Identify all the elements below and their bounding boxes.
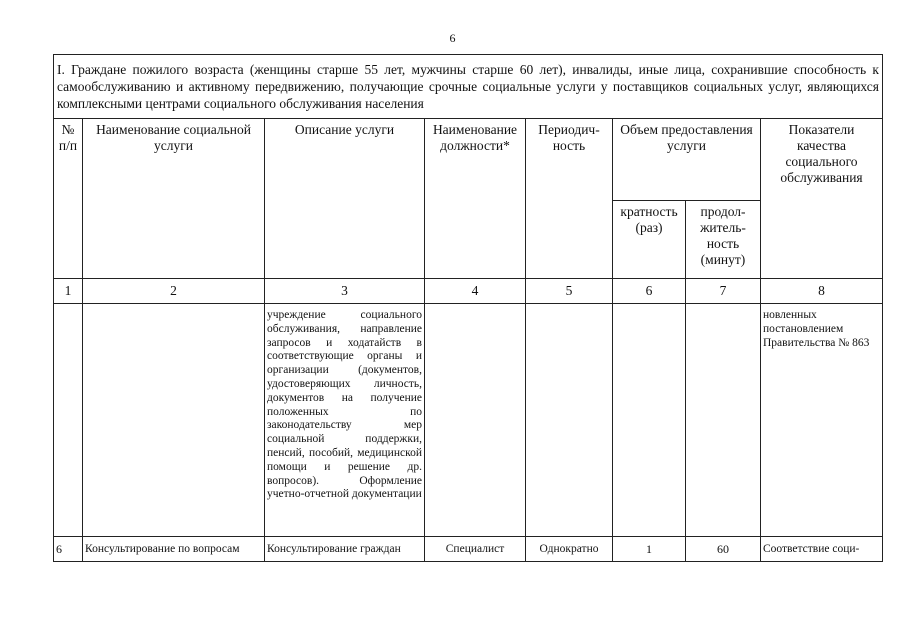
row-description: учреждение социального обслуживания, направление запросов и ходатайств в соответствующие органы и организации (документов, удостоверяющих личность, документов на получение положенных по законодательству мер социальной поддержки, пенсий, пособий, медицинской помощи и решение др. вопросов). Оформление учетно-отчетной документации <box>265 304 425 537</box>
header-position: Наименование должности* <box>425 119 526 279</box>
row-quality: новленных постановлением Правительства № 863 <box>761 304 883 537</box>
row-duration: 60 <box>686 537 761 562</box>
row-description: Консультирование граждан <box>265 537 425 562</box>
row-quality: Соответствие соци- <box>761 537 883 562</box>
header-periodicity: Периодич-ность <box>526 119 613 279</box>
column-number: 1 <box>54 279 83 304</box>
row-frequency: 1 <box>613 537 686 562</box>
column-numbers-row <box>54 279 883 304</box>
row-num: 6 <box>54 537 83 562</box>
column-number: 3 <box>265 279 425 304</box>
header-num: № п/п <box>54 119 83 279</box>
header-service-name: Наименование социальной услуги <box>83 119 265 279</box>
row-periodicity: Однократно <box>526 537 613 562</box>
table-row <box>54 537 883 562</box>
section-title: I. Граждане пожилого возраста (женщины старше 55 лет, мужчины старше 60 лет), инвалиды, иные лица, сохранившие способность к самообслуживанию и активному передвижению, получающие срочные социальные услуги у поставщиков социальных услуг, являющихся комплексными центрами социального обслуживания населения <box>54 55 883 119</box>
column-number: 8 <box>761 279 883 304</box>
section-title-row <box>54 55 883 119</box>
page-number: 6 <box>449 31 456 45</box>
header-duration: продол-житель-ность (минут) <box>686 201 761 279</box>
row-position: Специалист <box>425 537 526 562</box>
column-number: 4 <box>425 279 526 304</box>
header-frequency: кратность (раз) <box>613 201 686 279</box>
column-number: 5 <box>526 279 613 304</box>
table-row <box>54 304 883 537</box>
header-description: Описание услуги <box>265 119 425 279</box>
header-quality: Показатели качества социального обслуживания <box>761 119 883 279</box>
column-number: 6 <box>613 279 686 304</box>
services-table <box>53 54 883 562</box>
column-number: 7 <box>686 279 761 304</box>
column-number: 2 <box>83 279 265 304</box>
row-service-name: Консультирование по вопросам <box>83 537 265 562</box>
header-volume: Объем предоставления услуги <box>613 119 761 201</box>
header-row-1 <box>54 119 883 201</box>
